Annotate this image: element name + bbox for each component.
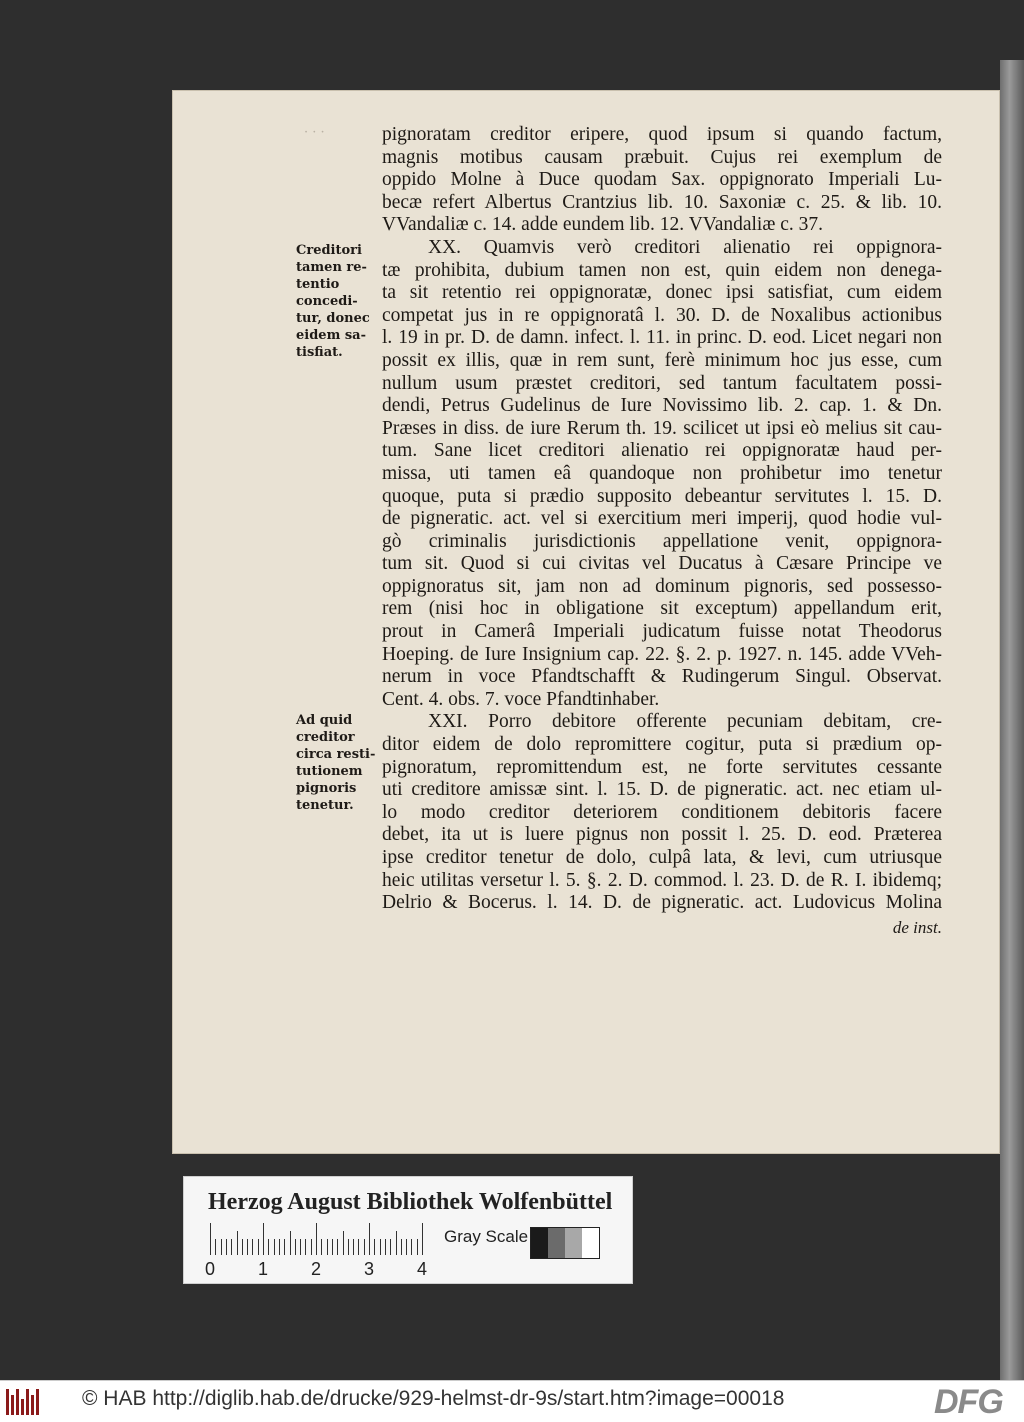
ruler-tick <box>385 1239 386 1255</box>
footer-url[interactable]: © HAB http://diglib.hab.de/drucke/929-helmst-dr-9s/start.htm?image=00018 <box>82 1387 785 1410</box>
gray-scale-patches <box>530 1227 600 1259</box>
text-line: uti creditore amissæ sint. l. 15. D. de pigneratic. act. nec etiam ul- <box>382 779 942 801</box>
text-line: magnis motibus causam præbuit. Cujus rei exemplum de <box>382 146 942 168</box>
ruler-tick <box>353 1239 354 1255</box>
ruler-tick <box>221 1239 222 1255</box>
gray-patch <box>582 1228 599 1258</box>
book-page <box>172 90 1000 1154</box>
text-line: pignoratam creditor eripere, quod ipsum si quando factum, <box>382 124 942 145</box>
text-line: prout in Camerâ Imperiali judicatum fuisse notat Theodorus <box>382 621 942 643</box>
library-name: Herzog August Bibliothek Wolfenbüttel <box>208 1189 613 1215</box>
ruler-tick <box>290 1231 291 1255</box>
ruler-tick <box>210 1223 211 1255</box>
ruler-tick <box>305 1239 306 1255</box>
ruler-tick <box>343 1231 344 1255</box>
paragraph-xxi-start: XXI. Porro debitore offerente pecuniam debitam, cre- <box>428 711 942 733</box>
ruler-tick <box>258 1239 259 1255</box>
ruler-tick <box>237 1231 238 1255</box>
text-line: dendi, Petrus Gudelinus de Iure Novissimo lib. 2. cap. 1. & Dn. <box>382 395 942 417</box>
gray-patch <box>548 1228 565 1258</box>
ruler-tick <box>327 1239 328 1255</box>
text-line: becæ refert Albertus Crantzius lib. 10. Saxoniæ c. 25. & lib. 10. <box>382 191 942 213</box>
ruler-tick <box>422 1223 423 1255</box>
text-line: pignoratum, repromittendum est, ne forte servitutes cessante <box>382 756 942 778</box>
ruler-tick <box>364 1239 365 1255</box>
ruler-tick <box>337 1239 338 1255</box>
text-line: rem (nisi hoc in obligatione sit exceptum) appellandum erit, <box>382 598 942 620</box>
text-line: tæ prohibita, dubium tamen non est, quin eidem non denega- <box>382 259 942 281</box>
ruler-tick <box>321 1239 322 1255</box>
text-line: missa, uti tamen eâ quandoque non prohibetur imo tenetur <box>382 462 942 484</box>
bleed-through-mark: · · · <box>304 125 325 140</box>
ruler-tick <box>242 1239 243 1255</box>
ruler-tick <box>295 1239 296 1255</box>
dfg-logo: DFG <box>934 1383 1003 1421</box>
ruler-tick <box>417 1239 418 1255</box>
ruler-number: 1 <box>257 1259 269 1279</box>
ruler-tick <box>396 1231 397 1255</box>
gray-patch <box>531 1228 548 1258</box>
ruler-tick <box>231 1239 232 1255</box>
catchword: de inst. <box>892 918 942 937</box>
ruler-tick <box>411 1239 412 1255</box>
text-line: nullum usum præstet creditori, sed tantum facultatem possi- <box>382 372 942 394</box>
ruler-tick <box>226 1239 227 1255</box>
text-line: Cent. 4. obs. 7. voce Pfandtinhaber. <box>382 688 660 710</box>
text-line: ipse creditor tenetur de dolo, culpâ lata, & levi, cum utriusque <box>382 847 942 868</box>
ruler-tick <box>215 1239 216 1255</box>
ruler-tick <box>252 1239 253 1255</box>
text-line: quoque, puta si prædio supposito debeantur servitutes l. 15. D. <box>382 485 942 507</box>
ruler-tick <box>380 1239 381 1255</box>
ruler-tick <box>358 1239 359 1255</box>
text-line: gò criminalis jurisdictionis appellatione venit, oppignora- <box>382 530 942 552</box>
margin-note-retention: Creditori tamen re- tentio concedi- tur, donec eidem sa- tisfiat. <box>296 243 370 360</box>
hab-logo-icon <box>6 1389 46 1415</box>
body-text <box>382 124 942 915</box>
text-line: tum sit. Quod si cui civitas vel Ducatus à Cæsare Principe ve <box>382 553 942 575</box>
ruler-number: 3 <box>363 1259 375 1279</box>
scale-ruler <box>210 1223 422 1255</box>
text-line: de pigneratic. act. vel si exercitium meri imperij, quod hodie vul- <box>382 508 942 530</box>
text-line: Delrio & Bocerus. l. 14. D. de pigneratic. act. Ludovicus Molina <box>382 892 942 914</box>
ruler-tick <box>311 1239 312 1255</box>
text-line: heic utilitas versetur l. 5. §. 2. D. commod. l. 23. D. de R. I. ibidemq; <box>382 869 942 891</box>
text-line: VVandaliæ c. 14. adde eundem lib. 12. VVandaliæ c. 37. <box>382 214 824 236</box>
ruler-tick <box>406 1239 407 1255</box>
margin-note-restitution: Ad quid creditor circa resti- tutionem pignoris tenetur. <box>296 713 376 813</box>
color-calibration-bar <box>183 1176 633 1284</box>
ruler-tick <box>279 1239 280 1255</box>
ruler-tick <box>274 1239 275 1255</box>
text-line: Hoeping. de Iure Insignium cap. 22. §. 2. p. 1927. n. 145. adde VVeh- <box>382 643 942 665</box>
book-edge <box>1000 60 1024 1380</box>
ruler-tick <box>401 1239 402 1255</box>
paragraph-xx-start: XX. Quamvis verò creditori alienatio rei oppignora- <box>428 236 942 258</box>
gray-scale-label: Gray Scale <box>444 1227 529 1246</box>
text-line: possit ex illis, quæ in rem sunt, ferè minimum hoc jus esse, cum <box>382 349 942 371</box>
text-line: competat jus in re oppignoratâ l. 30. D. de Noxalibus actionibus <box>382 304 942 326</box>
text-line: oppignoratus sit, jam non ad dominum pignoris, sed possesso- <box>382 575 942 597</box>
ruler-number: 4 <box>416 1259 428 1279</box>
ruler-number: 0 <box>204 1259 216 1279</box>
gray-patch <box>565 1228 582 1258</box>
text-line: ta sit retentio rei oppignoratæ, donec ipsi satisfiat, cum eidem <box>382 282 942 304</box>
ruler-tick <box>268 1239 269 1255</box>
ruler-tick <box>369 1223 370 1255</box>
text-line: lo modo creditor deteriorem conditionem debitoris facere <box>382 801 942 823</box>
text-line: oppido Molne à Duce quodam Sax. oppignorato Imperiali Lu- <box>382 169 942 191</box>
ruler-tick <box>263 1223 264 1255</box>
text-line: l. 19 in pr. D. de damn. infect. l. 11. in princ. D. eod. Licet negari non <box>382 327 942 349</box>
ruler-tick <box>316 1223 317 1255</box>
text-line: ditor eidem de dolo repromittere cogitur, puta si prædium op- <box>382 734 942 756</box>
ruler-tick <box>300 1239 301 1255</box>
text-line: nerum in voce Pfandtschafft & Rudingerum Singul. Observat. <box>382 666 942 688</box>
ruler-tick <box>390 1239 391 1255</box>
ruler-tick <box>374 1239 375 1255</box>
ruler-tick <box>348 1239 349 1255</box>
ruler-tick <box>247 1239 248 1255</box>
ruler-tick <box>332 1239 333 1255</box>
text-line: debet, ita ut is luere pignus non possit l. 25. D. eod. Præterea <box>382 824 942 846</box>
text-line: Præses in diss. de iure Rerum th. 19. scilicet ut ipsi eò melius sit cau- <box>382 417 942 439</box>
ruler-number: 2 <box>310 1259 322 1279</box>
footer-bar <box>0 1380 1024 1422</box>
ruler-tick <box>284 1239 285 1255</box>
text-line: tum. Sane licet creditori alienatio rei oppignoratæ haud per- <box>382 440 942 462</box>
